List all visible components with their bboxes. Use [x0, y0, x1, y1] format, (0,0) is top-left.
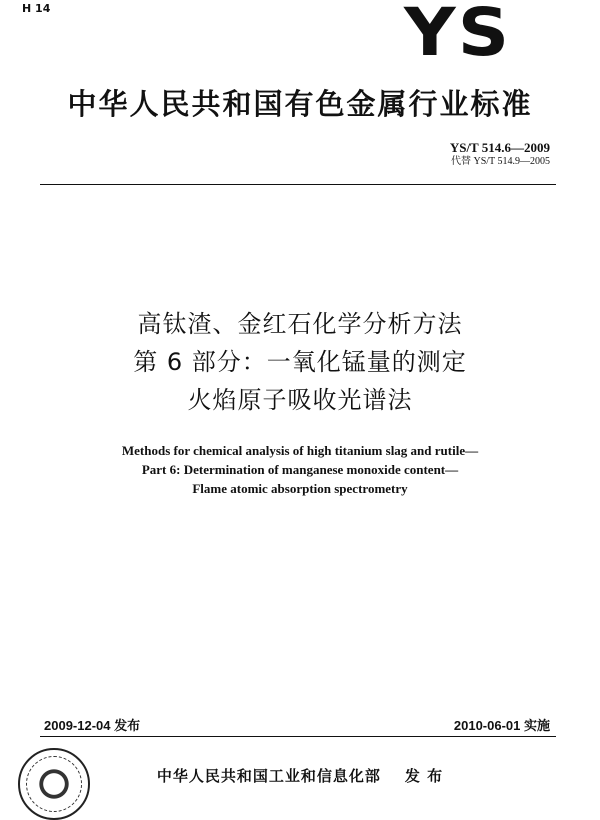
issue-date: 2009-12-04 发布 [44, 718, 141, 733]
implementation-date: 2010-06-01 实施 [453, 718, 550, 733]
ics-code: H 14 [22, 2, 51, 15]
title-english [0, 441, 600, 498]
standard-code-block [450, 140, 550, 169]
title-en-line-3: Flame atomic absorption spectrometry [192, 481, 408, 496]
bottom-divider [40, 736, 556, 737]
title-cn-line-2: 第 6 部分：一氧化锰量的测定 [133, 348, 467, 376]
standard-code: YS/T 514.6—2009 [449, 140, 550, 155]
publisher-line [0, 765, 600, 786]
title-en-line-2: Part 6: Determination of manganese monoxide content— [141, 462, 459, 477]
replaces-note: 代替 YS/T 514.9—2005 [451, 156, 550, 168]
title-cn-line-1: 高钛渣、金红石化学分析方法 [137, 310, 463, 338]
title-cn-line-3: 火焰原子吸收光谱法 [187, 386, 413, 414]
publisher-name: 中华人民共和国工业和信息化部 [156, 767, 381, 785]
top-divider [40, 184, 556, 185]
publish-verb: 发 布 [404, 767, 444, 785]
title-en-line-1: Methods for chemical analysis of high titanium slag and rutile— [121, 443, 479, 458]
standard-name: 中华人民共和国有色金属行业标准 [67, 87, 533, 121]
ys-logo: YS [404, 0, 512, 71]
title-chinese [0, 305, 600, 419]
